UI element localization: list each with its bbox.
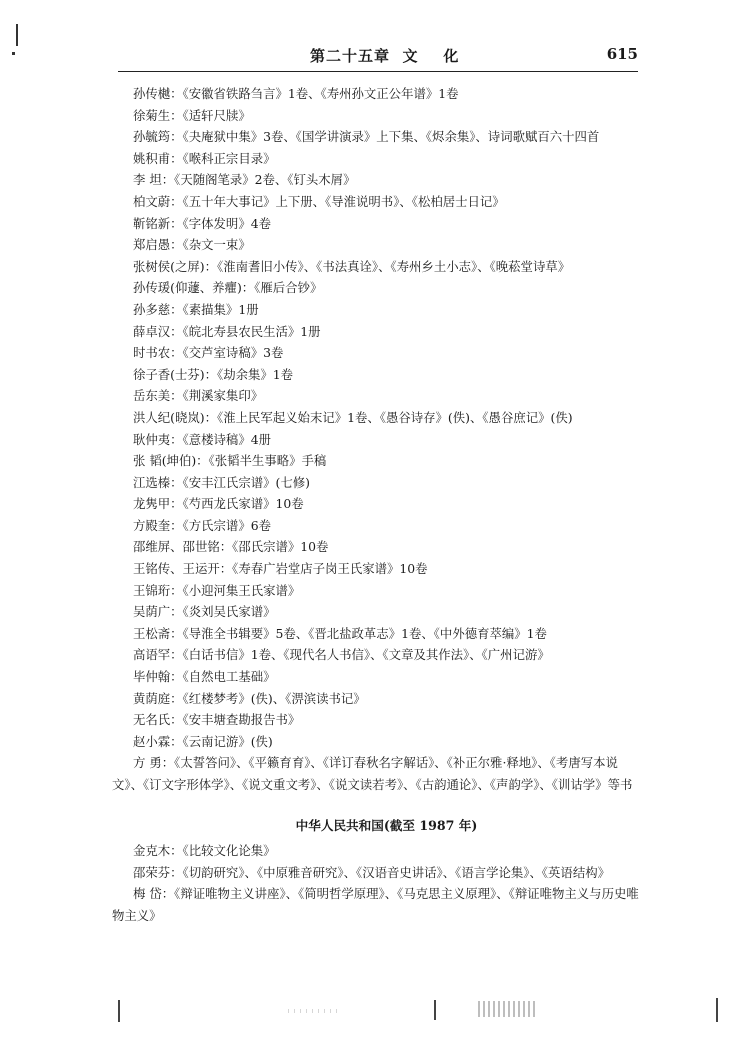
author-name: 金克木 [133, 843, 171, 859]
bibliography-entry [112, 536, 640, 558]
author-name: 耿仲夷 [133, 431, 171, 447]
bibliography-entry [112, 342, 640, 364]
bibliography-entry [112, 472, 640, 494]
author-name: 岳东美 [133, 388, 171, 404]
works-list: ：《天随阁笔录》2卷、《钉头木屑》 [161, 172, 356, 188]
scan-noise [288, 1009, 338, 1013]
page-header [118, 45, 638, 67]
author-name: 孙多慈 [133, 301, 171, 317]
bibliography-entry [112, 256, 640, 278]
works-list: ：《交芦室诗稿》3卷 [170, 345, 284, 361]
works-list: ：《自然电工基础》 [170, 669, 276, 685]
bibliography-entry [112, 148, 640, 170]
author-name: 洪人纪(晓岚) [133, 409, 205, 425]
author-name: 无名氏 [133, 712, 171, 728]
bibliography-entry [112, 83, 640, 105]
bibliography-entry [112, 840, 640, 862]
bibliography-entry [112, 234, 640, 256]
scan-noise [478, 1001, 538, 1017]
chapter-title: 第二十五章 文 化 [310, 47, 460, 65]
author-name: 孙传樾 [133, 86, 171, 101]
works-list: ：《意楼诗稿》4册 [170, 431, 271, 447]
works-list: ：《杂文一束》 [170, 237, 251, 253]
works-list: ：《小迎河集王氏家谱》 [170, 582, 301, 598]
author-name: 王松斋 [133, 625, 171, 641]
bibliography-entry [112, 277, 640, 299]
works-list: ：《太誓答问》、《平籁育育》、《详订春秋名字解话》、《补正尔雅·释地》、《考唐写本说文》、《订文字形体学》、《说文重文考》、《说文读若考》、《古韵通论》、《声韵学》、《训诂学》等书 [112, 755, 633, 792]
author-name: 薛卓汉 [133, 323, 171, 339]
bibliography-entry [112, 364, 640, 386]
works-list: ：《皖北寿县农民生活》1册 [170, 323, 321, 339]
works-list: ：《邵氏宗谱》10卷 [219, 539, 329, 555]
bibliography-entry [112, 688, 640, 710]
works-list: ：《劫余集》1卷 [204, 366, 294, 382]
works-list: ：《导淮全书辑要》5卷、《晋北盐政革志》1卷、《中外德育萃编》1卷 [170, 625, 547, 641]
author-name: 龙隽甲 [133, 496, 171, 512]
works-list: ：《雁后合钞》 [241, 280, 323, 296]
bibliography-entry [112, 105, 640, 127]
bibliography-entry [112, 731, 640, 753]
author-name: 吴荫广 [133, 604, 171, 620]
bibliography-entry [112, 558, 640, 580]
bibliography-entry [112, 862, 640, 884]
bibliography-entry [112, 493, 640, 515]
bibliography-entry [112, 450, 640, 472]
scan-mark [118, 1000, 120, 1022]
page-body [112, 83, 640, 927]
bibliography-entry [112, 623, 640, 645]
works-list: ：《夬庵狱中集》3卷、《国学讲演录》上下集、《烬余集》、诗词歌赋百六十四首 [170, 129, 600, 145]
bibliography-entry [112, 299, 640, 321]
works-list: ：《荆溪家集印》 [170, 388, 264, 404]
author-name: 王铭传、王运开 [133, 561, 220, 577]
scan-margin-mark [16, 24, 18, 46]
author-name: 王锦珩 [133, 582, 171, 598]
works-list: ：《安丰江氏宗谱》(七修) [170, 474, 310, 490]
author-name: 郑启愚 [133, 237, 171, 253]
bibliography-entry [112, 169, 640, 191]
works-list: ：《素描集》1册 [170, 301, 259, 317]
author-name: 徐子香(士芬) [133, 366, 205, 382]
author-name: 方殿奎 [133, 517, 171, 533]
author-name: 孙传瑗(仰蘧、养癯) [133, 280, 242, 296]
works-list: ：《适轩尺牍》 [170, 107, 251, 123]
author-name: 黄荫庭 [133, 690, 171, 706]
works-list: ：《切韵研究》、《中原雅音研究》、《汉语音史讲话》、《语言学论集》、《英语结构》 [170, 864, 610, 880]
works-list: ：《字体发明》4卷 [170, 215, 271, 231]
author-name: 张树侯(之屏) [133, 258, 205, 274]
section-heading: 中华人民共和国(截至 1987 年) [295, 817, 478, 833]
works-list: ：《芍西龙氏家谱》10卷 [170, 496, 304, 512]
works-list: ：《辩证唯物主义讲座》、《简明哲学原理》、《马克思主义原理》、《辩证唯物主义与历史唯物主义》 [112, 886, 639, 923]
works-list: ：《比较文化论集》 [170, 843, 276, 859]
author-name: 梅 岱 [133, 886, 162, 902]
works-list: ：《喉科正宗目录》 [170, 150, 276, 166]
bibliography-entry [112, 666, 640, 688]
author-name: 姚积甫 [133, 150, 171, 166]
works-list: ：《淮上民军起义始末记》1卷、《愚谷诗存》(佚)、《愚谷庶记》(佚) [204, 409, 573, 425]
bibliography-entry [112, 644, 640, 666]
entries-bottom-list [112, 840, 640, 926]
author-name: 柏文蔚 [133, 193, 171, 209]
works-list: ：《安丰塘查勘报告书》 [170, 712, 301, 728]
page-number: 615 [606, 45, 638, 63]
bibliography-entry [112, 752, 640, 795]
author-name: 高语罕 [133, 647, 171, 663]
author-name: 李 坦 [133, 172, 162, 188]
bibliography-entry [112, 191, 640, 213]
bibliography-entry [112, 407, 640, 429]
works-list: ：《方氏宗谱》6卷 [170, 517, 271, 533]
author-name: 徐菊生 [133, 107, 171, 123]
entries-top-list [112, 83, 640, 796]
author-name: 方 勇 [133, 755, 162, 771]
author-name: 邵荣芬 [133, 864, 171, 880]
works-list: ：《五十年大事记》上下册、《导淮说明书》、《松柏居士日记》 [170, 193, 505, 209]
bibliography-entry [112, 515, 640, 537]
author-name: 孙毓筠 [133, 129, 171, 145]
works-list: ：《红楼梦考》(佚)、《淠滨读书记》 [170, 690, 366, 706]
bibliography-entry [112, 126, 640, 148]
bibliography-entry [112, 709, 640, 731]
author-name: 毕仲翰 [133, 669, 171, 685]
bibliography-entry [112, 883, 640, 926]
scan-mark [716, 998, 718, 1022]
author-name: 张 韬(坤伯) [133, 453, 197, 469]
bibliography-entry [112, 580, 640, 602]
works-list: ：《张韬半生事略》手稿 [196, 453, 327, 469]
works-list: ：《云南记游》(佚) [170, 733, 273, 749]
author-name: 靳铭新 [133, 215, 171, 231]
works-list: ：《淮南耆旧小传》、《书法真诠》、《寿州乡土小志》、《晚菘堂诗草》 [204, 258, 571, 274]
bibliography-entry [112, 385, 640, 407]
author-name: 时书农 [133, 345, 171, 361]
bibliography-entry [112, 321, 640, 343]
scan-mark [434, 1000, 436, 1020]
author-name: 邵维屏、邵世铭 [133, 539, 220, 555]
works-list: ：《白话书信》1卷、《现代名人书信》、《文章及其作法》、《广州记游》 [170, 647, 550, 663]
works-list: ：《寿春广岩堂店子岗王氏家谱》10卷 [219, 561, 428, 577]
works-list: ：《安徽省铁路刍言》1卷、《寿州孙文正公年谱》1卷 [170, 86, 459, 101]
bibliography-entry [112, 601, 640, 623]
author-name: 赵小霖 [133, 733, 171, 749]
bibliography-entry [112, 213, 640, 235]
author-name: 江选榛 [133, 474, 171, 490]
works-list: ：《炎刘吴氏家谱》 [170, 604, 276, 620]
scan-margin-dot [12, 52, 15, 55]
bibliography-entry [112, 429, 640, 451]
header-rule [118, 71, 638, 72]
